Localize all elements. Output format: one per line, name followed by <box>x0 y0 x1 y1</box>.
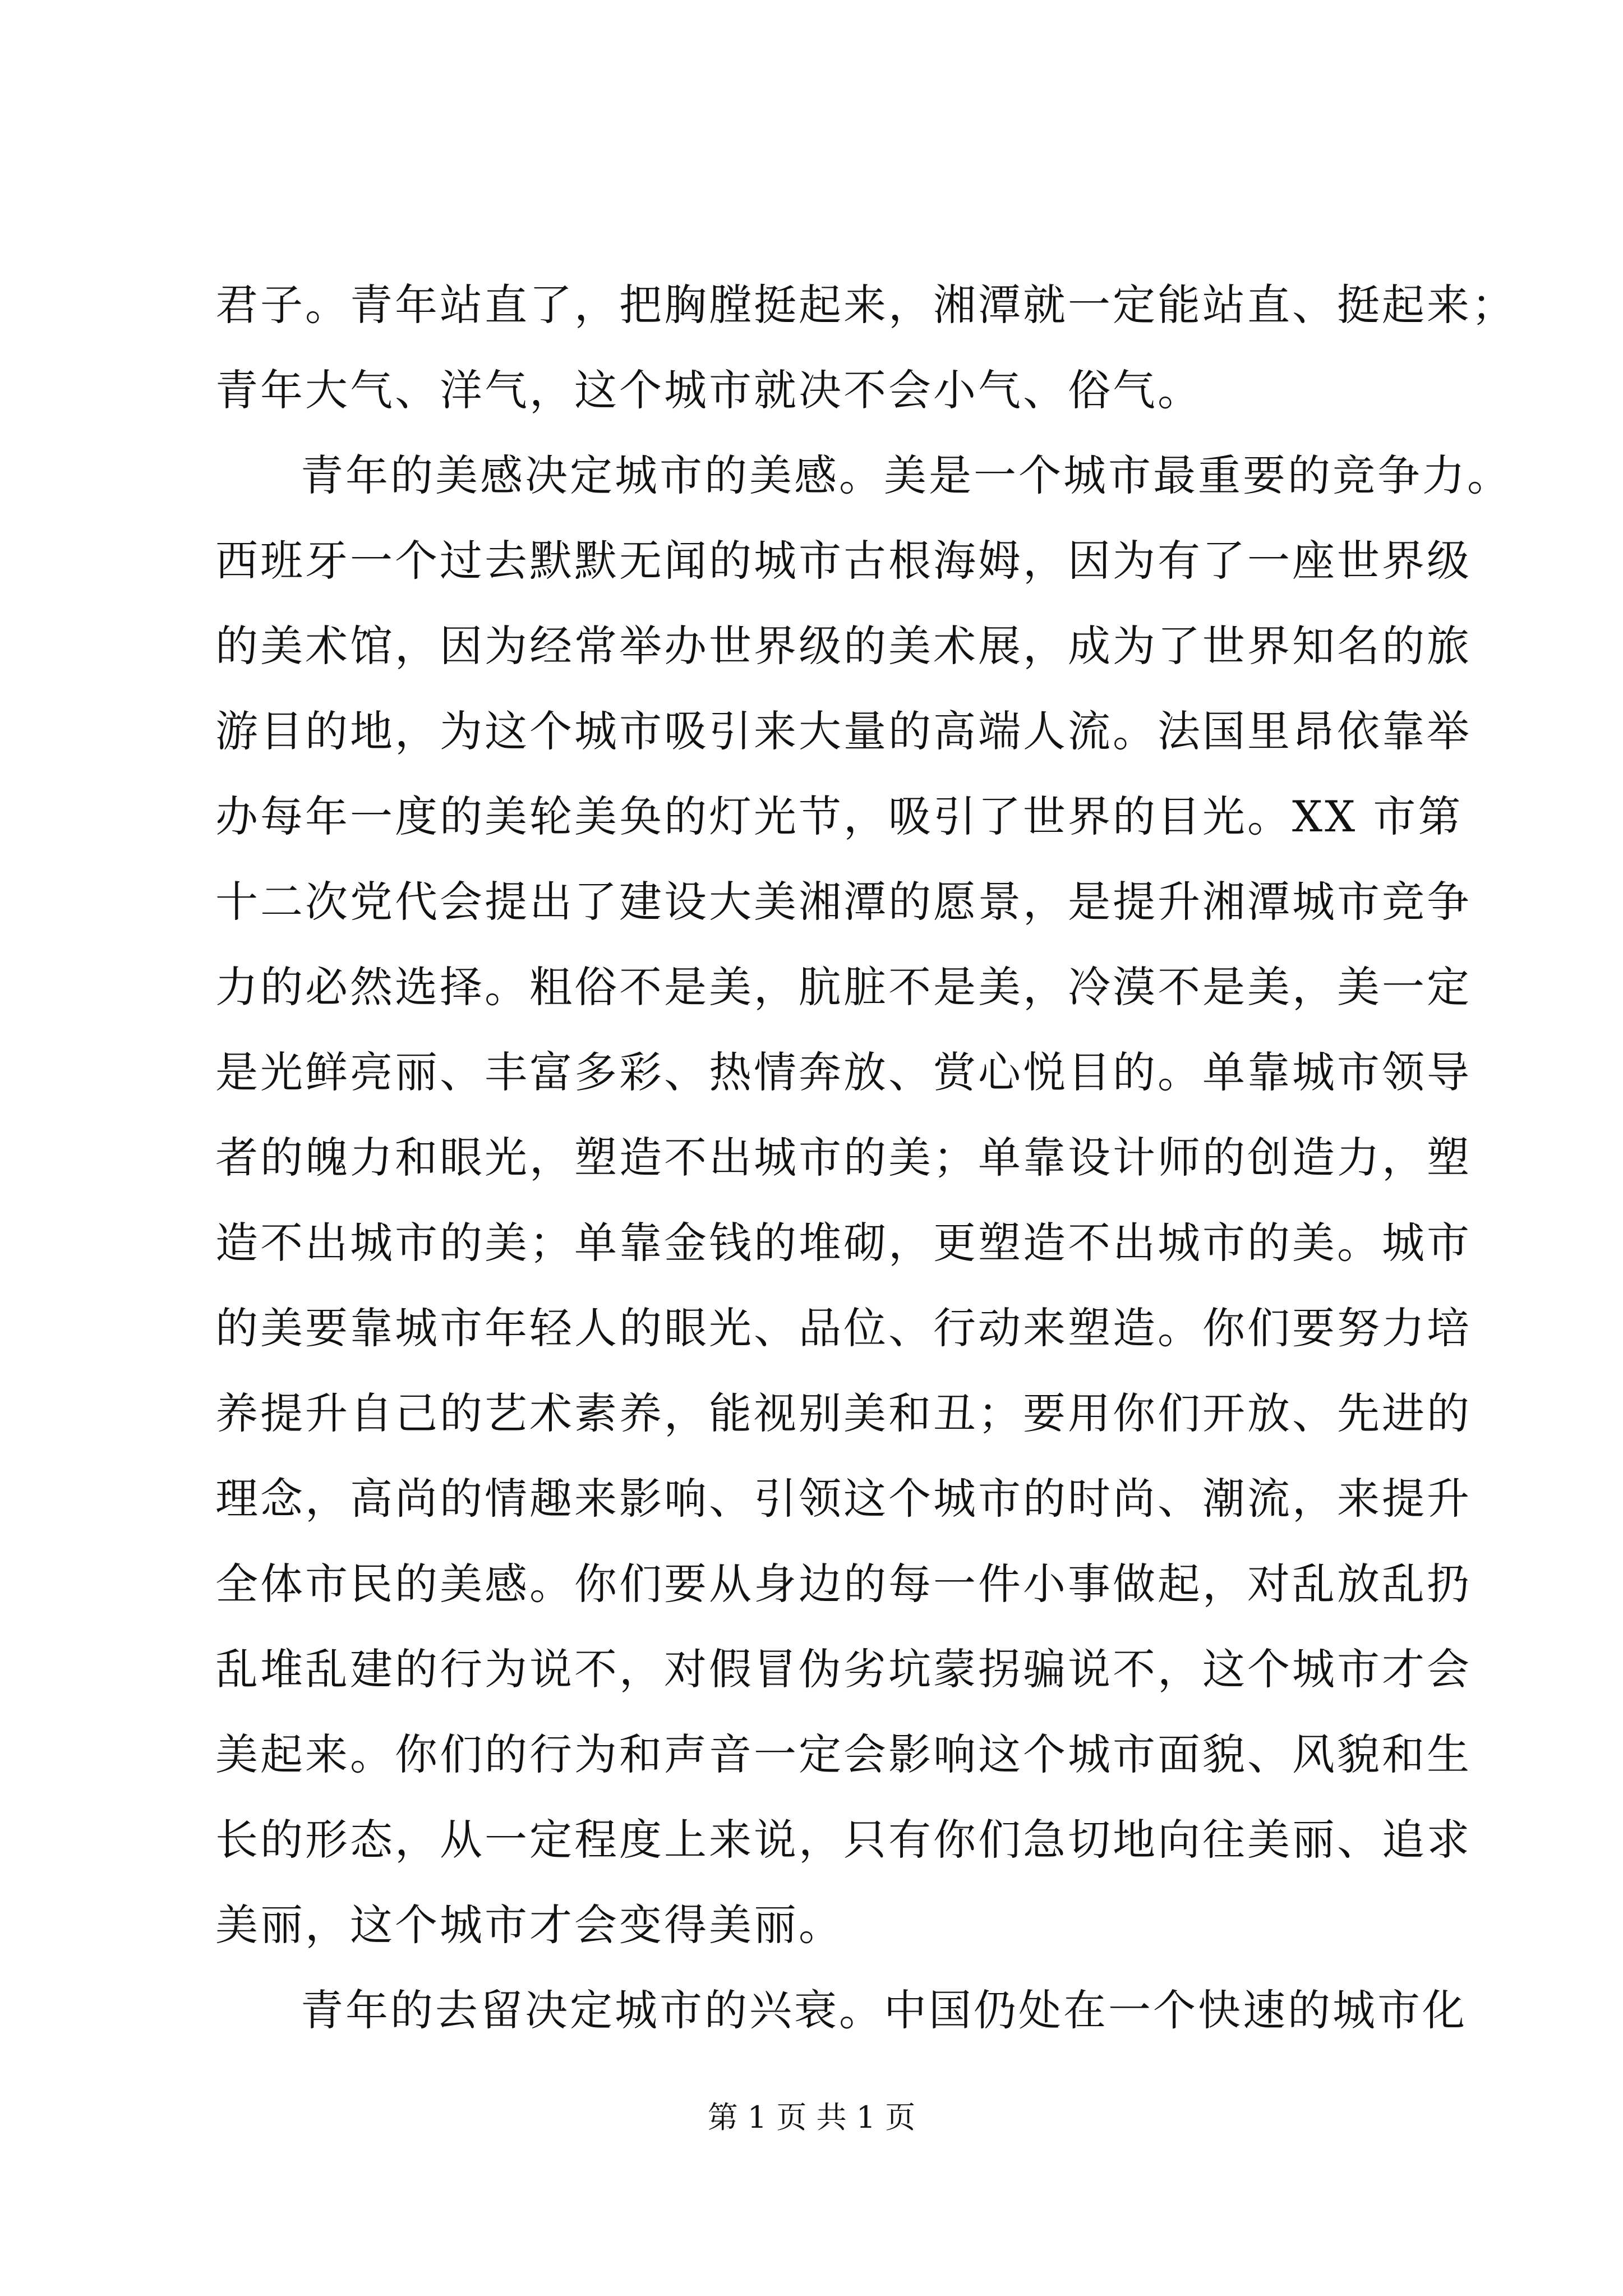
text-line: 理念，高尚的情趣来影响、引领这个城市的时尚、潮流，来提升 <box>215 1474 1472 1524</box>
text-line: 西班牙一个过去默默无闻的城市古根海姆，因为有了一座世界级 <box>215 536 1472 586</box>
text-line: 美起来。你们的行为和声音一定会影响这个城市面貌、风貌和生 <box>215 1729 1472 1779</box>
text-line: 养提升自己的艺术素养，能视别美和丑；要用你们开放、先进的 <box>215 1388 1472 1438</box>
text-line: 青年大气、洋气，这个城市就决不会小气、俗气。 <box>215 365 1202 415</box>
text-line: 造不出城市的美；单靠金钱的堆砌，更塑造不出城市的美。城市 <box>215 1218 1472 1268</box>
text-line: 君子。青年站直了，把胸膛挺起来，湘潭就一定能站直、挺起来； <box>215 280 1516 330</box>
text-line: 是光鲜亮丽、丰富多彩、热情奔放、赏心悦目的。单靠城市领导 <box>215 1047 1472 1097</box>
paragraph-start-line: 青年的美感决定城市的美感。美是一个城市最重要的竞争力。 <box>301 450 1512 500</box>
text-line: 长的形态，从一定程度上来说，只有你们急切地向往美丽、追求 <box>215 1815 1472 1865</box>
text-line: 十二次党代会提出了建设大美湘潭的愿景，是提升湘潭城市竞争 <box>215 877 1472 927</box>
text-line: 者的魄力和眼光，塑造不出城市的美；单靠设计师的创造力，塑 <box>215 1133 1472 1182</box>
text-line: 办每年一度的美轮美奂的灯光节，吸引了世界的目光。XX 市第 <box>215 792 1463 841</box>
text-line: 全体市民的美感。你们要从身边的每一件小事做起，对乱放乱扔 <box>215 1559 1472 1609</box>
text-line: 美丽，这个城市才会变得美丽。 <box>215 1900 843 1950</box>
text-line: 的美要靠城市年轻人的眼光、品位、行动来塑造。你们要努力培 <box>215 1303 1472 1353</box>
text-line: 的美术馆，因为经常举办世界级的美术展，成为了世界知名的旅 <box>215 621 1472 671</box>
text-line: 游目的地，为这个城市吸引来大量的高端人流。法国里昂依靠举 <box>215 706 1472 756</box>
text-line: 力的必然选择。粗俗不是美，肮脏不是美，冷漠不是美，美一定 <box>215 962 1472 1012</box>
paragraph-start-line: 青年的去留决定城市的兴衰。中国仍处在一个快速的城市化 <box>301 1985 1467 2035</box>
page-footer: 第 1 页 共 1 页 <box>707 2100 916 2135</box>
body-text <box>215 263 1516 2053</box>
text-line: 乱堆乱建的行为说不，对假冒伪劣坑蒙拐骗说不，这个城市才会 <box>215 1644 1472 1694</box>
